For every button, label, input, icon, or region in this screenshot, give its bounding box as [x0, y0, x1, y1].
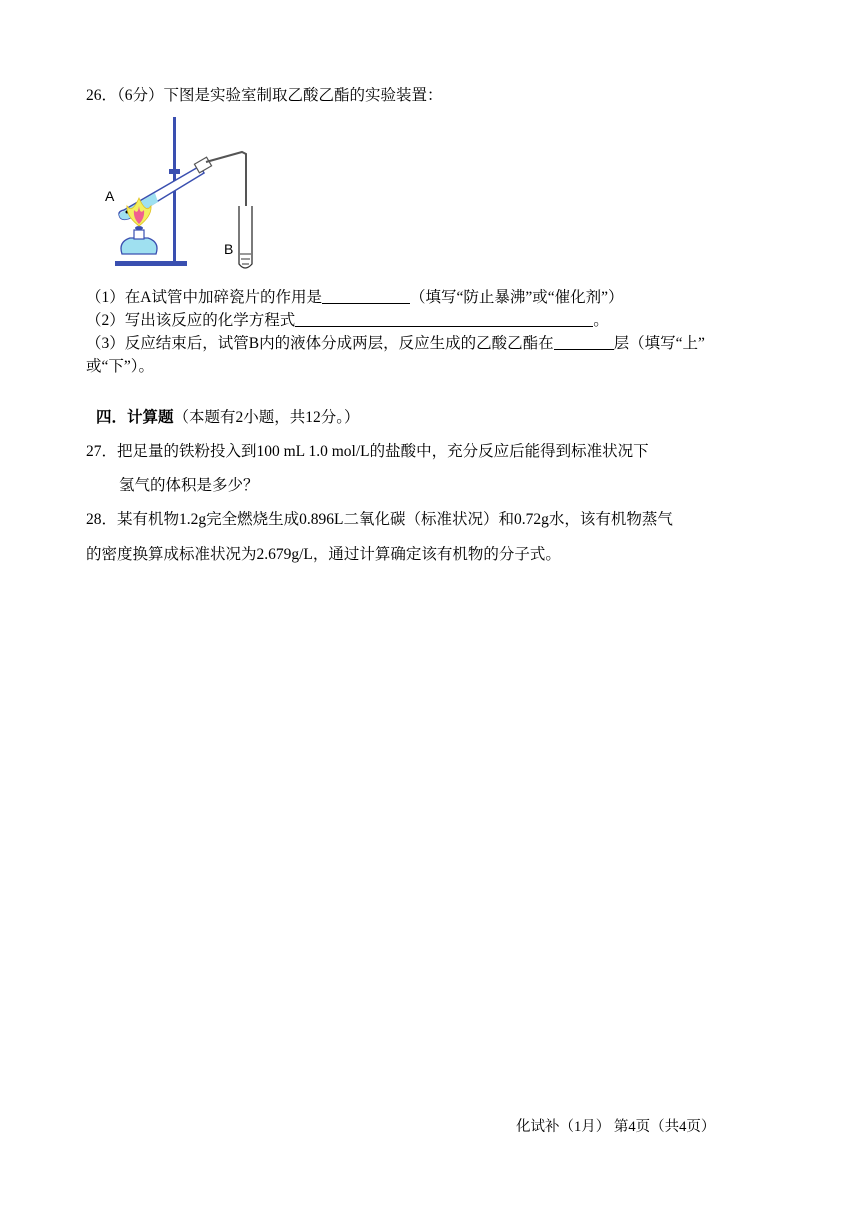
q26-part2-post: 。	[593, 312, 609, 329]
q28-line2: 的密度换算成标准状况为2.679g/L，通过计算确定该有机物的分子式。	[86, 546, 561, 563]
ester-apparatus-figure	[100, 114, 280, 274]
q26-part1-pre: （1）在A试管中加碎瓷片的作用是	[86, 289, 322, 306]
q27-line2: 氢气的体积是多少？	[119, 477, 259, 494]
answer-blank-1[interactable]	[322, 288, 410, 304]
q26-part3-post: 层（填写“上”	[613, 335, 705, 352]
answer-blank-3[interactable]	[554, 334, 614, 350]
answer-blank-2[interactable]	[295, 311, 593, 327]
section-heading	[96, 408, 360, 428]
q26-part2	[86, 311, 609, 331]
q26-part1	[86, 288, 623, 308]
q26-part2-pre: （2）写出该反应的化学方程式	[86, 312, 296, 329]
q26-part3-cont: 或“下”）。	[86, 358, 155, 375]
section-note: （本题有2小题，共12分。）	[173, 409, 360, 426]
label-b: B	[224, 241, 234, 257]
label-a: A	[105, 188, 115, 204]
q26-part1-post: （填写“防止暴沸”或“催化剂”）	[409, 289, 624, 306]
page-footer: 化试补（1月） 第4页（共4页）	[516, 1119, 716, 1135]
stand-base	[115, 261, 187, 266]
q28-line1: 28．某有机物1.2g完全燃烧生成0.896L二氧化碳（标准状况）和0.72g水，该有机物蒸气	[86, 511, 673, 528]
q26-stem: 26．（6分）下图是实验室制取乙酸乙酯的实验装置：	[86, 87, 443, 104]
alcohol-lamp	[121, 226, 157, 254]
section-title: 四．计算题	[96, 409, 174, 426]
stand-clamp	[169, 169, 180, 174]
q26-part3	[86, 334, 705, 354]
test-tube-b	[239, 206, 252, 268]
q26-part3-pre: （3）反应结束后，试管B内的液体分成两层，反应生成的乙酸乙酯在	[86, 335, 554, 352]
q27-line1: 27．把足量的铁粉投入到100 mL 1.0 mol/L的盐酸中，充分反应后能得到标准状况下	[86, 443, 649, 460]
